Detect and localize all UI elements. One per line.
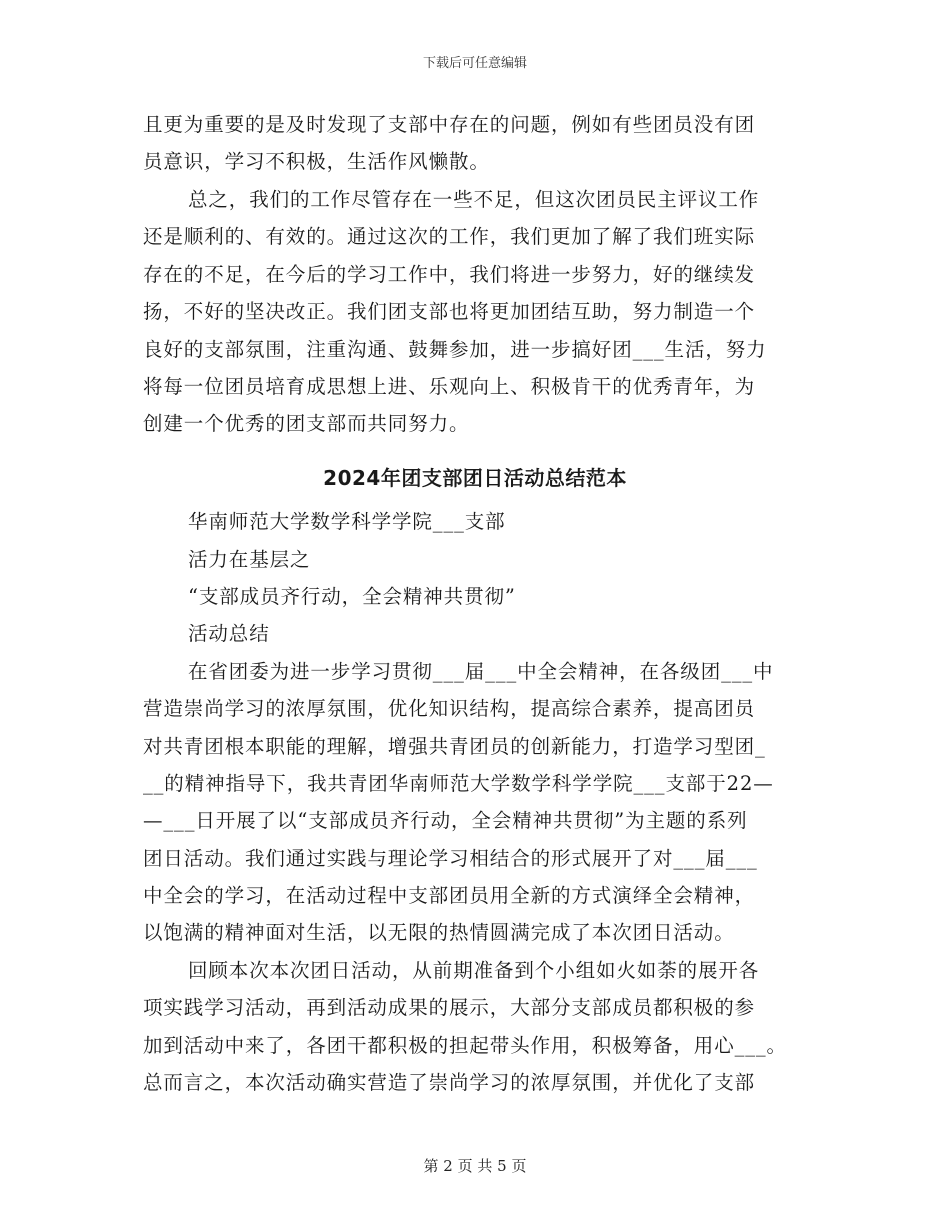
paragraph-line: 活动总结 [188,622,270,645]
paragraph-line: 总之，我们的工作尽管存在一些不足，但这次团员民主评议工作 [188,188,760,211]
paragraph-line: 营造崇尚学习的浓厚氛围，优化知识结构，提高综合素养，提高团员 [143,697,756,720]
paragraph-line: —___日开展了以“支部成员齐行动，全会精神共贯彻”为主题的系列 [143,809,748,832]
paragraph-line: 还是顺利的、有效的。通过这次的工作，我们更加了解了我们班实际 [143,225,756,248]
paragraph-line: 良好的支部氛围，注重沟通、鼓舞参加，进一步搞好团___生活，努力 [143,338,767,361]
paragraph-line: 在省团委为进一步学习贯彻___届___中全会精神，在各级团___中 [188,660,774,683]
document-title: 2024年团支部团日活动总结范本 [323,466,627,490]
paragraph-line: 将每一位团员培育成思想上进、乐观向上、积极肯干的优秀青年，为 [143,375,756,398]
paragraph-line: “支部成员齐行动，全会精神共贯彻” [188,585,516,608]
page-header: 下载后可任意编辑 [422,56,527,71]
paragraph-line: 对共青团根本职能的理解，增强共青团员的创新能力，打造学习型团_ [143,735,766,758]
paragraph-line: 加到活动中来了，各团干都积极的担起带头作用，积极筹备，用心___。 [143,1034,787,1057]
paragraph-line: 回顾本次本次团日活动，从前期准备到个小组如火如荼的展开各 [188,959,760,982]
page-footer: 第 2 页 共 5 页 [423,1157,527,1175]
paragraph-line: 中全会的学习，在活动过程中支部团员用全新的方式演绎全会精神， [143,884,756,907]
paragraph-line: 团日活动。我们通过实践与理论学习相结合的形式展开了对___届___ [143,847,758,870]
paragraph-line: 总而言之，本次活动确实营造了崇尚学习的浓厚氛围，并优化了支部 [143,1071,756,1094]
paragraph-line: 员意识，学习不积极，生活作风懒散。 [143,150,490,173]
paragraph-line: 项实践学习活动，再到活动成果的展示，大部分支部成员都积极的参 [143,996,756,1019]
paragraph-line: 活力在基层之 [188,548,311,571]
paragraph-line: 存在的不足，在今后的学习工作中，我们将进一步努力，好的继续发 [143,263,756,286]
paragraph-line: 扬，不好的坚决改正。我们团支部也将更加团结互助，努力制造一个 [143,300,756,323]
paragraph-line: __的精神指导下，我共青团华南师范大学数学科学学院___支部于22— [143,772,774,795]
paragraph-line: 且更为重要的是及时发现了支部中存在的问题，例如有些团员没有团 [143,113,756,136]
paragraph-line: 创建一个优秀的团支部而共同努力。 [143,412,470,435]
paragraph-line: 以饱满的精神面对生活，以无限的热情圆满完成了本次团日活动。 [143,921,735,944]
paragraph-line: 华南师范大学数学科学学院___支部 [188,510,506,533]
